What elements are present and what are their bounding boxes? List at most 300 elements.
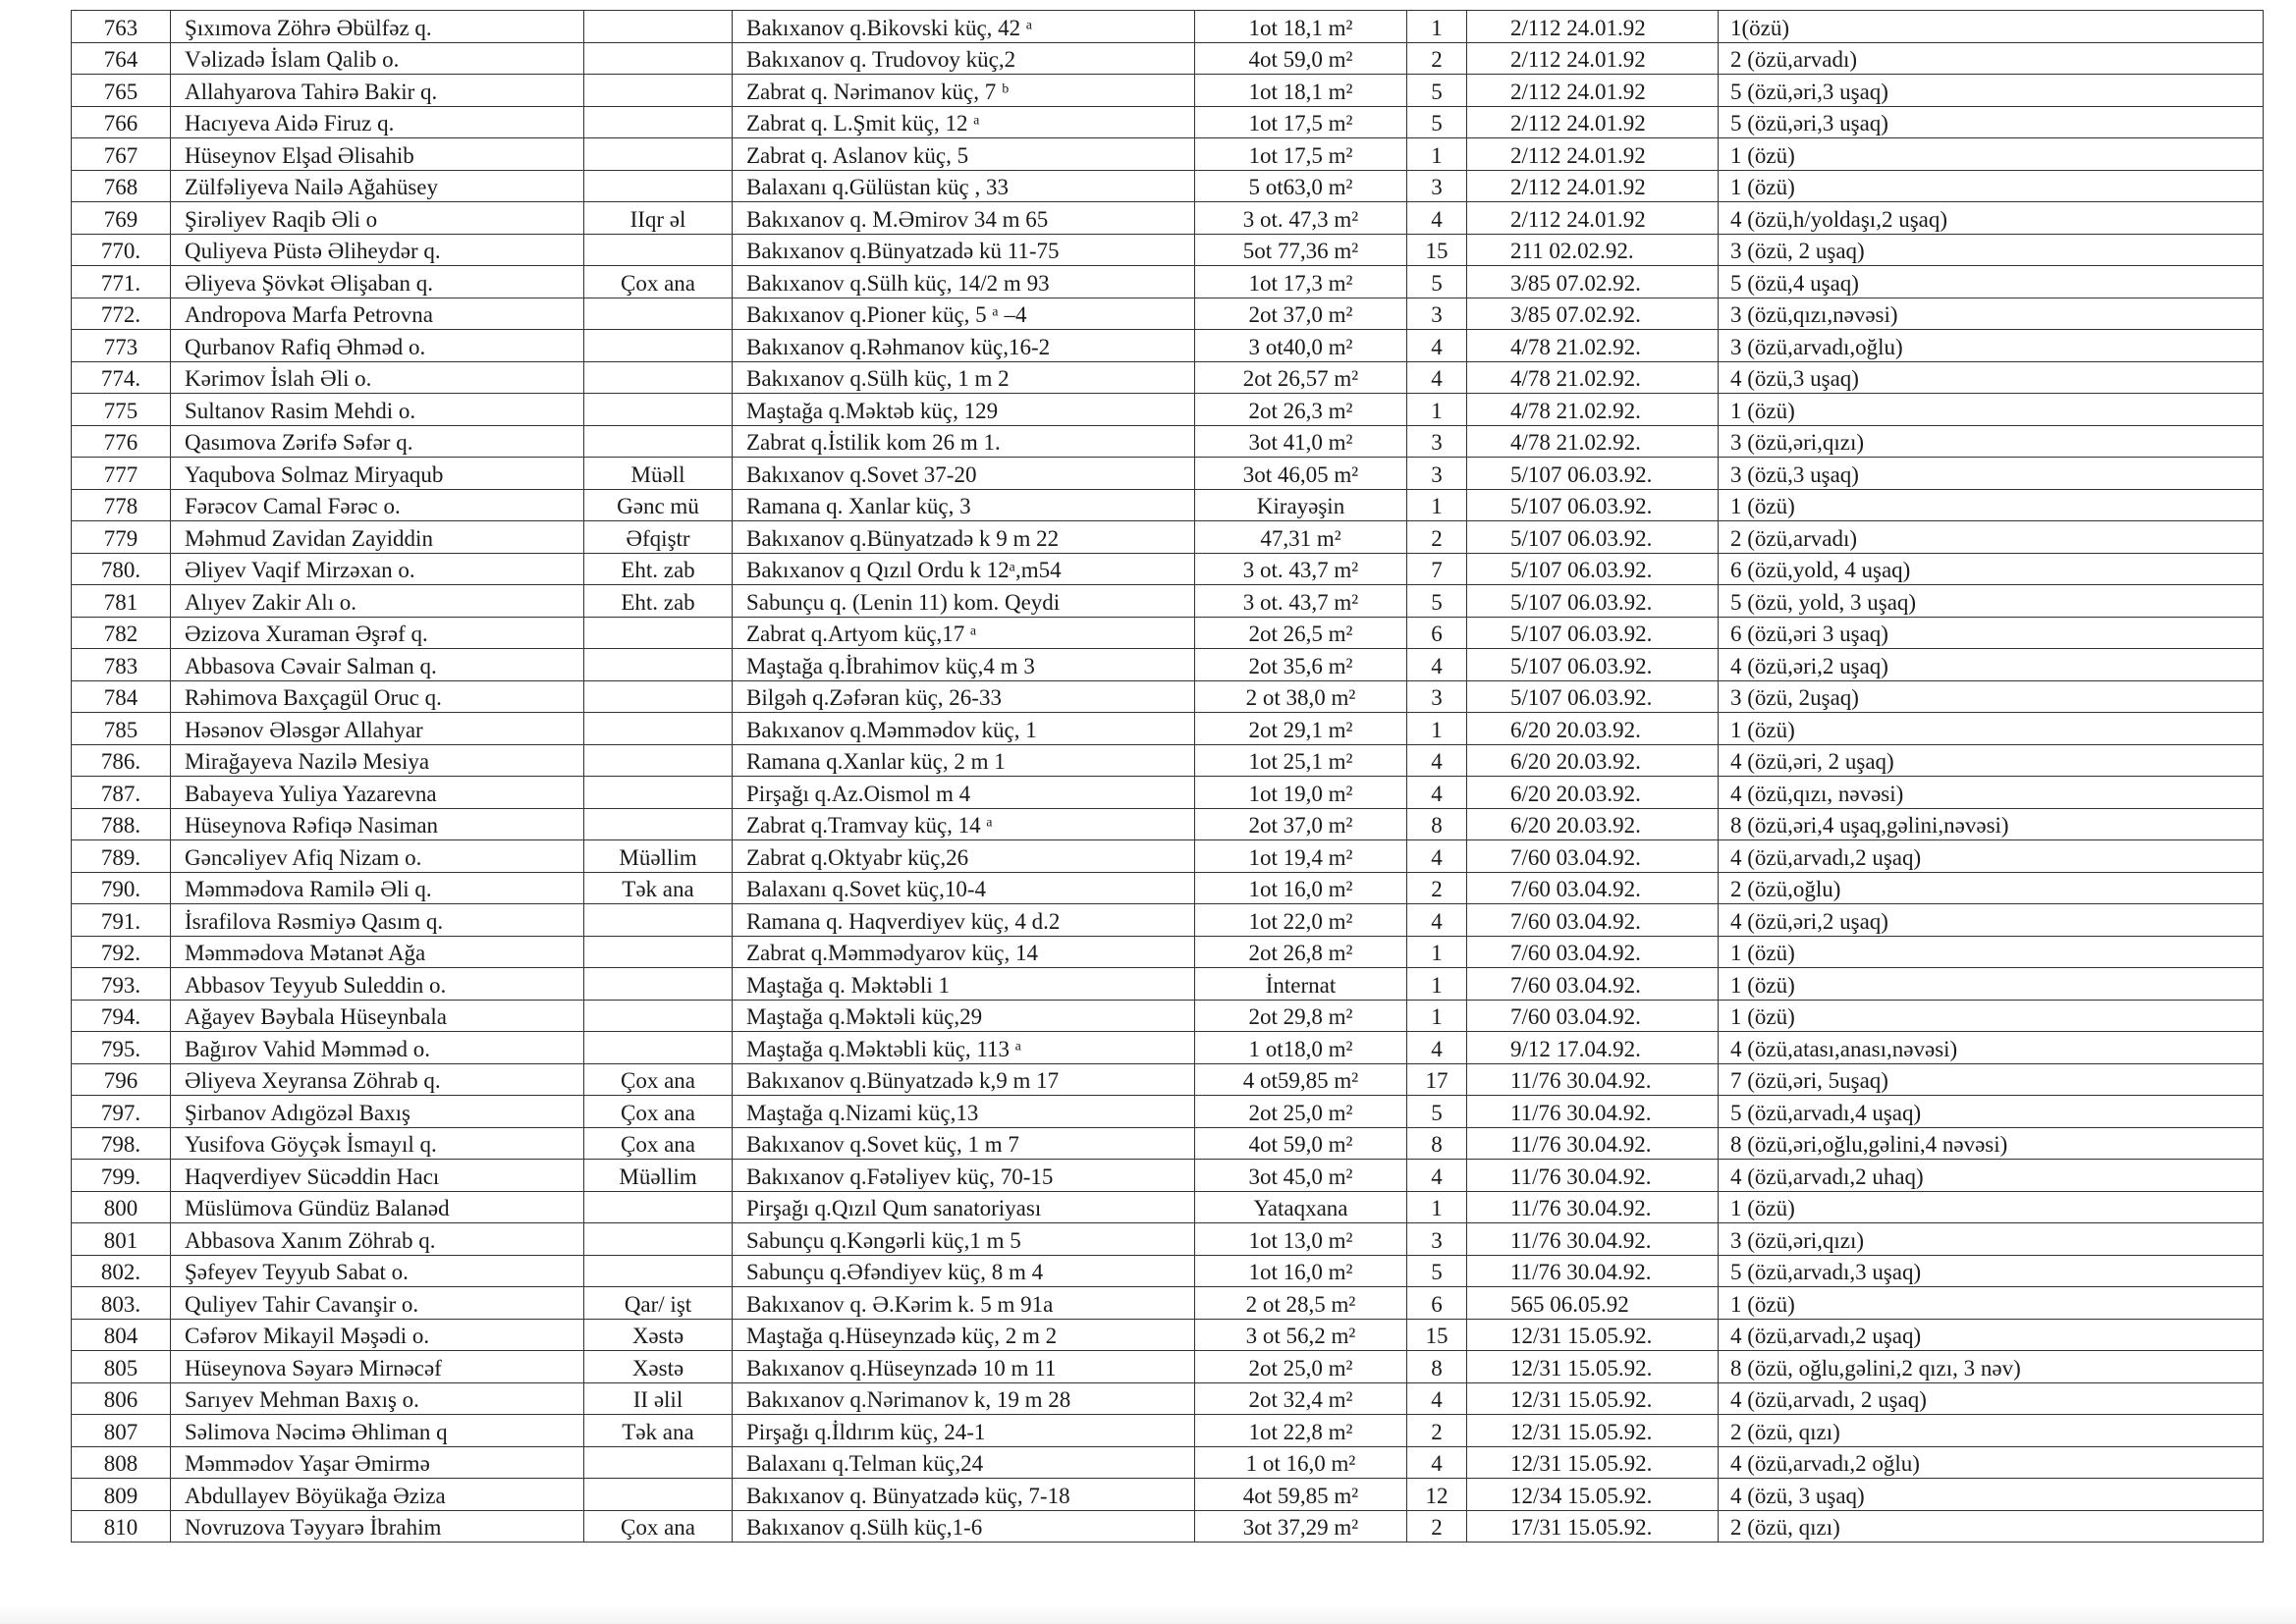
cell-living-area: 2ot 26,57 m² bbox=[1195, 361, 1407, 394]
table-row bbox=[72, 458, 2264, 490]
table-row bbox=[72, 1160, 2264, 1192]
table-row bbox=[72, 138, 2264, 171]
cell-row-number: 774. bbox=[72, 361, 171, 394]
table-row bbox=[72, 425, 2264, 458]
cell-person-name: Mirağayeva Nazilə Mesiya bbox=[171, 744, 584, 777]
cell-address: Bakıxanov q.Rəhmanov küç,16-2 bbox=[733, 330, 1195, 362]
cell-family-size: 1 bbox=[1407, 11, 1467, 43]
cell-row-number: 768 bbox=[72, 170, 171, 202]
cell-row-number: 794. bbox=[72, 1000, 171, 1032]
table-row bbox=[72, 1223, 2264, 1256]
cell-living-area: 1ot 22,8 m² bbox=[1195, 1415, 1407, 1447]
cell-person-name: Məmmədova Mətanət Ağa bbox=[171, 936, 584, 968]
cell-person-name: Əliyeva Xeyransa Zöhrab q. bbox=[171, 1063, 584, 1096]
cell-address: Pirşağı q.Qızıl Qum sanatoriyası bbox=[733, 1191, 1195, 1223]
cell-family-size: 4 bbox=[1407, 777, 1467, 809]
cell-living-area: 2 ot 28,5 m² bbox=[1195, 1287, 1407, 1320]
cell-row-number: 798. bbox=[72, 1127, 171, 1160]
cell-row-number: 809 bbox=[72, 1479, 171, 1511]
cell-family-composition: 3 (özü,əri,qızı) bbox=[1719, 1223, 2264, 1256]
cell-family-size: 1 bbox=[1407, 1191, 1467, 1223]
cell-family-composition: 1 (özü) bbox=[1719, 170, 2264, 202]
table-row bbox=[72, 1255, 2264, 1287]
cell-address: Maştağa q.Məktəbli küç, 113 ᵃ bbox=[733, 1032, 1195, 1064]
cell-category bbox=[584, 394, 733, 426]
cell-category bbox=[584, 713, 733, 745]
cell-category bbox=[584, 1446, 733, 1479]
cell-decision-ref: 5/107 06.03.92. bbox=[1467, 680, 1719, 713]
cell-family-size: 4 bbox=[1407, 649, 1467, 681]
table-row bbox=[72, 936, 2264, 968]
cell-row-number: 808 bbox=[72, 1446, 171, 1479]
cell-living-area: 3ot 45,0 m² bbox=[1195, 1160, 1407, 1192]
cell-family-size: 7 bbox=[1407, 553, 1467, 585]
cell-address: Pirşağı q.İldırım küç, 24-1 bbox=[733, 1415, 1195, 1447]
cell-family-composition: 4 (özü,3 uşaq) bbox=[1719, 361, 2264, 394]
cell-row-number: 788. bbox=[72, 808, 171, 840]
cell-person-name: Məmmədov Yaşar Əmirmə bbox=[171, 1446, 584, 1479]
cell-person-name: Kərimov İslah Əli o. bbox=[171, 361, 584, 394]
table-row bbox=[72, 713, 2264, 745]
table-row bbox=[72, 1287, 2264, 1320]
cell-person-name: Hacıyeva Aidə Firuz q. bbox=[171, 106, 584, 138]
cell-family-size: 4 bbox=[1407, 904, 1467, 937]
cell-address: Sabunçu q. (Lenin 11) kom. Qeydi bbox=[733, 585, 1195, 618]
cell-decision-ref: 12/31 15.05.92. bbox=[1467, 1446, 1719, 1479]
cell-person-name: Yusifova Göyçək İsmayıl q. bbox=[171, 1127, 584, 1160]
cell-address: Bakıxanov q. Trudovoy küç,2 bbox=[733, 42, 1195, 75]
cell-living-area: İnternat bbox=[1195, 968, 1407, 1001]
cell-category bbox=[584, 425, 733, 458]
cell-family-composition: 4 (özü,arvadı,2 uhaq) bbox=[1719, 1160, 2264, 1192]
cell-family-size: 1 bbox=[1407, 713, 1467, 745]
cell-address: Maştağa q.Nizami küç,13 bbox=[733, 1096, 1195, 1128]
cell-family-size: 3 bbox=[1407, 170, 1467, 202]
cell-decision-ref: 11/76 30.04.92. bbox=[1467, 1255, 1719, 1287]
cell-address: Zabrat q. Aslanov küç, 5 bbox=[733, 138, 1195, 171]
cell-category bbox=[584, 936, 733, 968]
cell-decision-ref: 12/31 15.05.92. bbox=[1467, 1415, 1719, 1447]
cell-family-composition: 3 (özü, 2uşaq) bbox=[1719, 680, 2264, 713]
cell-category bbox=[584, 1479, 733, 1511]
cell-address: Maştağa q.Məktəb küç, 129 bbox=[733, 394, 1195, 426]
cell-row-number: 780. bbox=[72, 553, 171, 585]
cell-category: II əlil bbox=[584, 1382, 733, 1415]
cell-row-number: 764 bbox=[72, 42, 171, 75]
cell-family-size: 2 bbox=[1407, 1415, 1467, 1447]
cell-decision-ref: 5/107 06.03.92. bbox=[1467, 553, 1719, 585]
cell-decision-ref: 3/85 07.02.92. bbox=[1467, 266, 1719, 298]
cell-living-area: 1ot 17,5 m² bbox=[1195, 106, 1407, 138]
cell-category: Çox ana bbox=[584, 1127, 733, 1160]
cell-living-area: 3ot 41,0 m² bbox=[1195, 425, 1407, 458]
cell-living-area: 2ot 25,0 m² bbox=[1195, 1096, 1407, 1128]
cell-family-size: 5 bbox=[1407, 585, 1467, 618]
cell-decision-ref: 6/20 20.03.92. bbox=[1467, 713, 1719, 745]
cell-person-name: Rəhimova Baxçagül Oruc q. bbox=[171, 680, 584, 713]
cell-living-area: 1 ot 16,0 m² bbox=[1195, 1446, 1407, 1479]
cell-row-number: 795. bbox=[72, 1032, 171, 1064]
cell-address: Zabrat q.Tramvay küç, 14 ᵃ bbox=[733, 808, 1195, 840]
cell-decision-ref: 2/112 24.01.92 bbox=[1467, 75, 1719, 107]
cell-row-number: 766 bbox=[72, 106, 171, 138]
cell-family-composition: 1 (özü) bbox=[1719, 713, 2264, 745]
cell-family-composition: 4 (özü,atası,anası,nəvəsi) bbox=[1719, 1032, 2264, 1064]
cell-family-composition: 1 (özü) bbox=[1719, 394, 2264, 426]
cell-decision-ref: 7/60 03.04.92. bbox=[1467, 840, 1719, 873]
cell-family-size: 1 bbox=[1407, 138, 1467, 171]
table-row bbox=[72, 42, 2264, 75]
cell-family-composition: 5 (özü,arvadı,3 uşaq) bbox=[1719, 1255, 2264, 1287]
cell-address: Bakıxanov q.Hüseynzadə 10 m 11 bbox=[733, 1351, 1195, 1383]
table-row bbox=[72, 680, 2264, 713]
cell-living-area: 4ot 59,0 m² bbox=[1195, 1127, 1407, 1160]
cell-family-composition: 3 (özü, 2 uşaq) bbox=[1719, 234, 2264, 266]
cell-category bbox=[584, 744, 733, 777]
table-row bbox=[72, 330, 2264, 362]
cell-category: Xəstə bbox=[584, 1319, 733, 1351]
cell-row-number: 787. bbox=[72, 777, 171, 809]
cell-family-size: 4 bbox=[1407, 330, 1467, 362]
cell-family-composition: 5 (özü, yold, 3 uşaq) bbox=[1719, 585, 2264, 618]
cell-decision-ref: 5/107 06.03.92. bbox=[1467, 521, 1719, 554]
cell-row-number: 797. bbox=[72, 1096, 171, 1128]
table-row bbox=[72, 1191, 2264, 1223]
cell-decision-ref: 4/78 21.02.92. bbox=[1467, 330, 1719, 362]
cell-row-number: 775 bbox=[72, 394, 171, 426]
cell-living-area: 5 ot63,0 m² bbox=[1195, 170, 1407, 202]
cell-person-name: Gəncəliyev Afiq Nizam o. bbox=[171, 840, 584, 873]
cell-family-composition: 4 (özü, 3 uşaq) bbox=[1719, 1479, 2264, 1511]
cell-family-composition: 4 (özü,qızı, nəvəsi) bbox=[1719, 777, 2264, 809]
cell-family-size: 3 bbox=[1407, 298, 1467, 330]
cell-living-area: 2ot 32,4 m² bbox=[1195, 1382, 1407, 1415]
cell-row-number: 779 bbox=[72, 521, 171, 554]
cell-row-number: 778 bbox=[72, 489, 171, 521]
cell-address: Bakıxanov q.Bikovski küç, 42 ᵃ bbox=[733, 11, 1195, 43]
cell-family-composition: 2 (özü,arvadı) bbox=[1719, 42, 2264, 75]
cell-address: Bakıxanov q.Sülh küç, 1 m 2 bbox=[733, 361, 1195, 394]
cell-address: Ramana q. Xanlar küç, 3 bbox=[733, 489, 1195, 521]
cell-row-number: 806 bbox=[72, 1382, 171, 1415]
cell-person-name: Sultanov Rasim Mehdi o. bbox=[171, 394, 584, 426]
cell-row-number: 796 bbox=[72, 1063, 171, 1096]
table-row bbox=[72, 1510, 2264, 1543]
cell-person-name: Müslümova Gündüz Balanəd bbox=[171, 1191, 584, 1223]
cell-decision-ref: 5/107 06.03.92. bbox=[1467, 458, 1719, 490]
cell-family-size: 5 bbox=[1407, 266, 1467, 298]
cell-category bbox=[584, 234, 733, 266]
cell-decision-ref: 9/12 17.04.92. bbox=[1467, 1032, 1719, 1064]
cell-address: Zabrat q.Oktyabr küç,26 bbox=[733, 840, 1195, 873]
cell-address: Zabrat q.Artyom küç,17 ᵃ bbox=[733, 617, 1195, 649]
cell-decision-ref: 11/76 30.04.92. bbox=[1467, 1127, 1719, 1160]
cell-family-size: 2 bbox=[1407, 521, 1467, 554]
cell-category bbox=[584, 1000, 733, 1032]
cell-family-composition: 3 (özü,qızı,nəvəsi) bbox=[1719, 298, 2264, 330]
cell-decision-ref: 5/107 06.03.92. bbox=[1467, 649, 1719, 681]
cell-category: Çox ana bbox=[584, 1063, 733, 1096]
cell-family-composition: 6 (özü,əri 3 uşaq) bbox=[1719, 617, 2264, 649]
cell-living-area: 3 ot. 43,7 m² bbox=[1195, 585, 1407, 618]
cell-category: IIqr əl bbox=[584, 202, 733, 235]
cell-row-number: 772. bbox=[72, 298, 171, 330]
cell-family-composition: 5 (özü,4 uşaq) bbox=[1719, 266, 2264, 298]
cell-person-name: Cəfərov Mikayil Məşədi o. bbox=[171, 1319, 584, 1351]
cell-person-name: Şirbanov Adıgözəl Baxış bbox=[171, 1096, 584, 1128]
table-row bbox=[72, 1415, 2264, 1447]
cell-category: Tək ana bbox=[584, 1415, 733, 1447]
cell-address: Bakıxanov q. Ə.Kərim k. 5 m 91a bbox=[733, 1287, 1195, 1320]
cell-decision-ref: 4/78 21.02.92. bbox=[1467, 361, 1719, 394]
cell-decision-ref: 7/60 03.04.92. bbox=[1467, 872, 1719, 904]
cell-category bbox=[584, 680, 733, 713]
cell-living-area: 2ot 37,0 m² bbox=[1195, 808, 1407, 840]
cell-address: Bakıxanov q Qızıl Ordu k 12ᵃ,m54 bbox=[733, 553, 1195, 585]
cell-decision-ref: 11/76 30.04.92. bbox=[1467, 1160, 1719, 1192]
cell-row-number: 789. bbox=[72, 840, 171, 873]
cell-decision-ref: 12/31 15.05.92. bbox=[1467, 1319, 1719, 1351]
cell-family-size: 1 bbox=[1407, 936, 1467, 968]
cell-living-area: 1ot 16,0 m² bbox=[1195, 872, 1407, 904]
cell-family-composition: 8 (özü,əri,oğlu,gəlini,4 nəvəsi) bbox=[1719, 1127, 2264, 1160]
cell-category: Müəll bbox=[584, 458, 733, 490]
table-row bbox=[72, 649, 2264, 681]
cell-category bbox=[584, 649, 733, 681]
cell-family-size: 4 bbox=[1407, 1032, 1467, 1064]
cell-category bbox=[584, 968, 733, 1001]
cell-family-size: 4 bbox=[1407, 840, 1467, 873]
cell-living-area: 2 ot 38,0 m² bbox=[1195, 680, 1407, 713]
cell-person-name: Novruzova Təyyarə İbrahim bbox=[171, 1510, 584, 1543]
cell-family-size: 3 bbox=[1407, 458, 1467, 490]
table-row bbox=[72, 840, 2264, 873]
cell-category bbox=[584, 361, 733, 394]
cell-living-area: 2ot 25,0 m² bbox=[1195, 1351, 1407, 1383]
cell-person-name: Məhmud Zavidan Zayiddin bbox=[171, 521, 584, 554]
cell-address: Bakıxanov q. M.Əmirov 34 m 65 bbox=[733, 202, 1195, 235]
cell-living-area: 1ot 18,1 m² bbox=[1195, 75, 1407, 107]
cell-family-composition: 4 (özü,arvadı, 2 uşaq) bbox=[1719, 1382, 2264, 1415]
cell-row-number: 771. bbox=[72, 266, 171, 298]
table-row bbox=[72, 1351, 2264, 1383]
cell-family-size: 3 bbox=[1407, 1223, 1467, 1256]
cell-person-name: Fərəcov Camal Fərəc o. bbox=[171, 489, 584, 521]
cell-person-name: Həsənov Ələsgər Allahyar bbox=[171, 713, 584, 745]
cell-living-area: 5ot 77,36 m² bbox=[1195, 234, 1407, 266]
cell-family-composition: 8 (özü,əri,4 uşaq,gəlini,nəvəsi) bbox=[1719, 808, 2264, 840]
cell-address: Maştağa q. Məktəbli 1 bbox=[733, 968, 1195, 1001]
cell-decision-ref: 7/60 03.04.92. bbox=[1467, 968, 1719, 1001]
cell-row-number: 790. bbox=[72, 872, 171, 904]
cell-address: Bakıxanov q.Pioner küç, 5 ᵃ –4 bbox=[733, 298, 1195, 330]
cell-person-name: Bağırov Vahid Məmməd o. bbox=[171, 1032, 584, 1064]
cell-family-size: 4 bbox=[1407, 1446, 1467, 1479]
cell-family-composition: 1 (özü) bbox=[1719, 1191, 2264, 1223]
cell-decision-ref: 565 06.05.92 bbox=[1467, 1287, 1719, 1320]
table-row bbox=[72, 808, 2264, 840]
cell-living-area: 2ot 37,0 m² bbox=[1195, 298, 1407, 330]
cell-living-area: 1ot 18,1 m² bbox=[1195, 11, 1407, 43]
table-row bbox=[72, 1096, 2264, 1128]
table-row bbox=[72, 234, 2264, 266]
cell-address: Bakıxanov q.Sülh küç,1-6 bbox=[733, 1510, 1195, 1543]
cell-person-name: Hüseynova Səyarə Mirnəcəf bbox=[171, 1351, 584, 1383]
cell-family-composition: 4 (özü,əri,2 uşaq) bbox=[1719, 649, 2264, 681]
table-row bbox=[72, 553, 2264, 585]
cell-row-number: 801 bbox=[72, 1223, 171, 1256]
cell-address: Zabrat q.Məmmədyarov küç, 14 bbox=[733, 936, 1195, 968]
table-row bbox=[72, 266, 2264, 298]
cell-category: Eht. zab bbox=[584, 553, 733, 585]
cell-family-size: 2 bbox=[1407, 872, 1467, 904]
cell-living-area: 2ot 26,8 m² bbox=[1195, 936, 1407, 968]
cell-row-number: 786. bbox=[72, 744, 171, 777]
cell-row-number: 767 bbox=[72, 138, 171, 171]
cell-row-number: 803. bbox=[72, 1287, 171, 1320]
table-row bbox=[72, 1063, 2264, 1096]
table-row bbox=[72, 968, 2264, 1001]
cell-address: Sabunçu q.Kəngərli küç,1 m 5 bbox=[733, 1223, 1195, 1256]
cell-family-size: 8 bbox=[1407, 1351, 1467, 1383]
cell-address: Balaxanı q.Sovet küç,10-4 bbox=[733, 872, 1195, 904]
cell-decision-ref: 7/60 03.04.92. bbox=[1467, 1000, 1719, 1032]
cell-person-name: Abbasova Cəvair Salman q. bbox=[171, 649, 584, 681]
cell-category: Xəstə bbox=[584, 1351, 733, 1383]
cell-row-number: 793. bbox=[72, 968, 171, 1001]
cell-decision-ref: 6/20 20.03.92. bbox=[1467, 744, 1719, 777]
table-row bbox=[72, 617, 2264, 649]
cell-person-name: Əzizova Xuraman Əşrəf q. bbox=[171, 617, 584, 649]
cell-person-name: Allahyarova Tahirə Bakir q. bbox=[171, 75, 584, 107]
cell-living-area: 2ot 29,1 m² bbox=[1195, 713, 1407, 745]
cell-person-name: Əliyeva Şövkət Əlişaban q. bbox=[171, 266, 584, 298]
cell-address: Balaxanı q.Telman küç,24 bbox=[733, 1446, 1195, 1479]
cell-address: Bakıxanov q.Fətəliyev küç, 70-15 bbox=[733, 1160, 1195, 1192]
cell-address: Sabunçu q.Əfəndiyev küç, 8 m 4 bbox=[733, 1255, 1195, 1287]
cell-decision-ref: 7/60 03.04.92. bbox=[1467, 936, 1719, 968]
cell-decision-ref: 2/112 24.01.92 bbox=[1467, 170, 1719, 202]
cell-row-number: 782 bbox=[72, 617, 171, 649]
cell-row-number: 800 bbox=[72, 1191, 171, 1223]
table-row bbox=[72, 75, 2264, 107]
table-row bbox=[72, 1032, 2264, 1064]
cell-family-size: 8 bbox=[1407, 808, 1467, 840]
cell-person-name: Sarıyev Mehman Baxış o. bbox=[171, 1382, 584, 1415]
cell-family-size: 4 bbox=[1407, 202, 1467, 235]
cell-person-name: Şəfeyev Teyyub Sabat o. bbox=[171, 1255, 584, 1287]
cell-person-name: Şıxımova Zöhrə Əbülfəz q. bbox=[171, 11, 584, 43]
cell-person-name: Əliyev Vaqif Mirzəxan o. bbox=[171, 553, 584, 585]
cell-category bbox=[584, 808, 733, 840]
housing-register-table bbox=[71, 10, 2263, 1543]
cell-person-name: Alıyev Zakir Alı o. bbox=[171, 585, 584, 618]
cell-living-area: 3 ot. 47,3 m² bbox=[1195, 202, 1407, 235]
cell-decision-ref: 3/85 07.02.92. bbox=[1467, 298, 1719, 330]
cell-row-number: 810 bbox=[72, 1510, 171, 1543]
cell-row-number: 784 bbox=[72, 680, 171, 713]
table-row bbox=[72, 106, 2264, 138]
cell-person-name: Abbasov Teyyub Suleddin o. bbox=[171, 968, 584, 1001]
cell-family-composition: 4 (özü,arvadı,2 oğlu) bbox=[1719, 1446, 2264, 1479]
cell-family-size: 15 bbox=[1407, 1319, 1467, 1351]
cell-address: Bilgəh q.Zəfəran küç, 26-33 bbox=[733, 680, 1195, 713]
cell-row-number: 769 bbox=[72, 202, 171, 235]
cell-family-composition: 7 (özü,əri, 5uşaq) bbox=[1719, 1063, 2264, 1096]
cell-family-size: 1 bbox=[1407, 1000, 1467, 1032]
cell-category bbox=[584, 42, 733, 75]
cell-category bbox=[584, 1191, 733, 1223]
cell-row-number: 781 bbox=[72, 585, 171, 618]
cell-family-size: 8 bbox=[1407, 1127, 1467, 1160]
cell-family-size: 3 bbox=[1407, 680, 1467, 713]
cell-living-area: Kirayəşin bbox=[1195, 489, 1407, 521]
cell-row-number: 807 bbox=[72, 1415, 171, 1447]
cell-living-area: 2ot 26,5 m² bbox=[1195, 617, 1407, 649]
cell-address: Bakıxanov q.Bünyatzadə k,9 m 17 bbox=[733, 1063, 1195, 1096]
cell-living-area: 3ot 37,29 m² bbox=[1195, 1510, 1407, 1543]
cell-living-area: 4ot 59,0 m² bbox=[1195, 42, 1407, 75]
cell-row-number: 785 bbox=[72, 713, 171, 745]
cell-decision-ref: 12/31 15.05.92. bbox=[1467, 1382, 1719, 1415]
cell-address: Ramana q. Haqverdiyev küç, 4 d.2 bbox=[733, 904, 1195, 937]
cell-person-name: Zülfəliyeva Nailə Ağahüsey bbox=[171, 170, 584, 202]
cell-row-number: 777 bbox=[72, 458, 171, 490]
cell-living-area: 3 ot40,0 m² bbox=[1195, 330, 1407, 362]
cell-address: Bakıxanov q.Sülh küç, 14/2 m 93 bbox=[733, 266, 1195, 298]
cell-row-number: 805 bbox=[72, 1351, 171, 1383]
cell-person-name: Quliyeva Püstə Əliheydər q. bbox=[171, 234, 584, 266]
cell-category bbox=[584, 138, 733, 171]
cell-living-area: 4ot 59,85 m² bbox=[1195, 1479, 1407, 1511]
cell-family-composition: 3 (özü,3 uşaq) bbox=[1719, 458, 2264, 490]
cell-category bbox=[584, 617, 733, 649]
cell-address: Maştağa q.Hüseynzadə küç, 2 m 2 bbox=[733, 1319, 1195, 1351]
cell-row-number: 804 bbox=[72, 1319, 171, 1351]
cell-person-name: Qasımova Zərifə Səfər q. bbox=[171, 425, 584, 458]
table-row bbox=[72, 1319, 2264, 1351]
cell-family-composition: 2 (özü,arvadı) bbox=[1719, 521, 2264, 554]
cell-person-name: Məmmədova Ramilə Əli q. bbox=[171, 872, 584, 904]
cell-row-number: 802. bbox=[72, 1255, 171, 1287]
cell-decision-ref: 4/78 21.02.92. bbox=[1467, 425, 1719, 458]
table-row bbox=[72, 1479, 2264, 1511]
cell-family-size: 12 bbox=[1407, 1479, 1467, 1511]
cell-category: Tək ana bbox=[584, 872, 733, 904]
cell-family-composition: 4 (özü,əri,2 uşaq) bbox=[1719, 904, 2264, 937]
cell-family-composition: 2 (özü, qızı) bbox=[1719, 1415, 2264, 1447]
table-row bbox=[72, 298, 2264, 330]
cell-row-number: 783 bbox=[72, 649, 171, 681]
cell-person-name: Şirəliyev Raqib Əli o bbox=[171, 202, 584, 235]
cell-living-area: 1 ot18,0 m² bbox=[1195, 1032, 1407, 1064]
table-row bbox=[72, 904, 2264, 937]
table-row bbox=[72, 202, 2264, 235]
cell-row-number: 799. bbox=[72, 1160, 171, 1192]
cell-family-composition: 8 (özü, oğlu,gəlini,2 qızı, 3 nəv) bbox=[1719, 1351, 2264, 1383]
cell-family-composition: 1 (özü) bbox=[1719, 489, 2264, 521]
cell-decision-ref: 5/107 06.03.92. bbox=[1467, 585, 1719, 618]
table-row bbox=[72, 1127, 2264, 1160]
cell-address: Bakıxanov q.Sovet küç, 1 m 7 bbox=[733, 1127, 1195, 1160]
cell-living-area: 1ot 16,0 m² bbox=[1195, 1255, 1407, 1287]
cell-family-composition: 5 (özü,əri,3 uşaq) bbox=[1719, 106, 2264, 138]
cell-address: Bakıxanov q. Bünyatzadə küç, 7-18 bbox=[733, 1479, 1195, 1511]
cell-family-composition: 1 (özü) bbox=[1719, 968, 2264, 1001]
cell-living-area: 1ot 19,0 m² bbox=[1195, 777, 1407, 809]
cell-person-name: Səlimova Nəcimə Əhliman q bbox=[171, 1415, 584, 1447]
cell-category: Qar/ işt bbox=[584, 1287, 733, 1320]
